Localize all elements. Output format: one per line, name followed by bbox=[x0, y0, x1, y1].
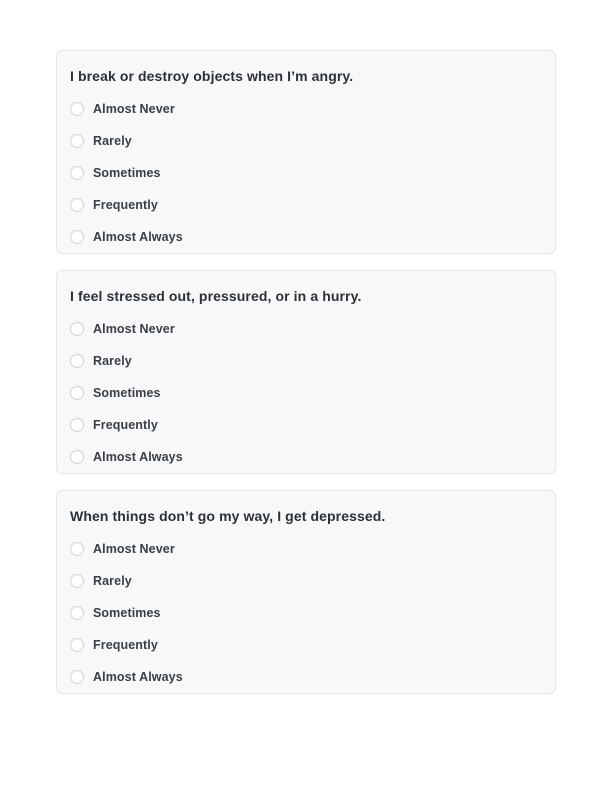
option-row[interactable] bbox=[70, 157, 541, 189]
radio-button-icon[interactable] bbox=[70, 450, 84, 464]
radio-button-icon[interactable] bbox=[70, 166, 84, 180]
radio-button-icon[interactable] bbox=[70, 322, 84, 336]
option-label: Almost Always bbox=[93, 230, 183, 244]
option-label: Almost Never bbox=[93, 102, 175, 116]
option-label: Frequently bbox=[93, 418, 158, 432]
option-label: Almost Always bbox=[93, 670, 183, 684]
radio-button-icon[interactable] bbox=[70, 230, 84, 244]
options-group bbox=[70, 533, 541, 693]
radio-button-icon[interactable] bbox=[70, 542, 84, 556]
radio-button-icon[interactable] bbox=[70, 354, 84, 368]
option-row[interactable] bbox=[70, 377, 541, 409]
option-row[interactable] bbox=[70, 409, 541, 441]
option-row[interactable] bbox=[70, 189, 541, 221]
option-row[interactable] bbox=[70, 565, 541, 597]
option-row[interactable] bbox=[70, 313, 541, 345]
radio-button-icon[interactable] bbox=[70, 574, 84, 588]
question-card bbox=[56, 50, 556, 254]
option-row[interactable] bbox=[70, 221, 541, 253]
option-label: Almost Never bbox=[93, 322, 175, 336]
option-label: Rarely bbox=[93, 134, 132, 148]
option-label: Frequently bbox=[93, 198, 158, 212]
option-label: Rarely bbox=[93, 354, 132, 368]
radio-button-icon[interactable] bbox=[70, 606, 84, 620]
question-list bbox=[56, 50, 556, 694]
radio-button-icon[interactable] bbox=[70, 386, 84, 400]
radio-button-icon[interactable] bbox=[70, 638, 84, 652]
radio-button-icon[interactable] bbox=[70, 134, 84, 148]
option-label: Frequently bbox=[93, 638, 158, 652]
question-title: I break or destroy objects when I’m angry. bbox=[70, 68, 354, 84]
option-label: Almost Always bbox=[93, 450, 183, 464]
option-row[interactable] bbox=[70, 345, 541, 377]
option-label: Almost Never bbox=[93, 542, 175, 556]
option-row[interactable] bbox=[70, 93, 541, 125]
question-card bbox=[56, 490, 556, 694]
question-title: I feel stressed out, pressured, or in a hurry. bbox=[70, 288, 362, 304]
radio-button-icon[interactable] bbox=[70, 198, 84, 212]
option-row[interactable] bbox=[70, 661, 541, 693]
option-label: Sometimes bbox=[93, 166, 161, 180]
option-row[interactable] bbox=[70, 441, 541, 473]
option-label: Sometimes bbox=[93, 606, 161, 620]
option-row[interactable] bbox=[70, 125, 541, 157]
question-title: When things don’t go my way, I get depressed. bbox=[70, 508, 386, 524]
option-label: Rarely bbox=[93, 574, 132, 588]
option-label: Sometimes bbox=[93, 386, 161, 400]
options-group bbox=[70, 313, 541, 473]
option-row[interactable] bbox=[70, 533, 541, 565]
radio-button-icon[interactable] bbox=[70, 102, 84, 116]
radio-button-icon[interactable] bbox=[70, 670, 84, 684]
options-group bbox=[70, 93, 541, 253]
radio-button-icon[interactable] bbox=[70, 418, 84, 432]
option-row[interactable] bbox=[70, 597, 541, 629]
option-row[interactable] bbox=[70, 629, 541, 661]
question-card bbox=[56, 270, 556, 474]
